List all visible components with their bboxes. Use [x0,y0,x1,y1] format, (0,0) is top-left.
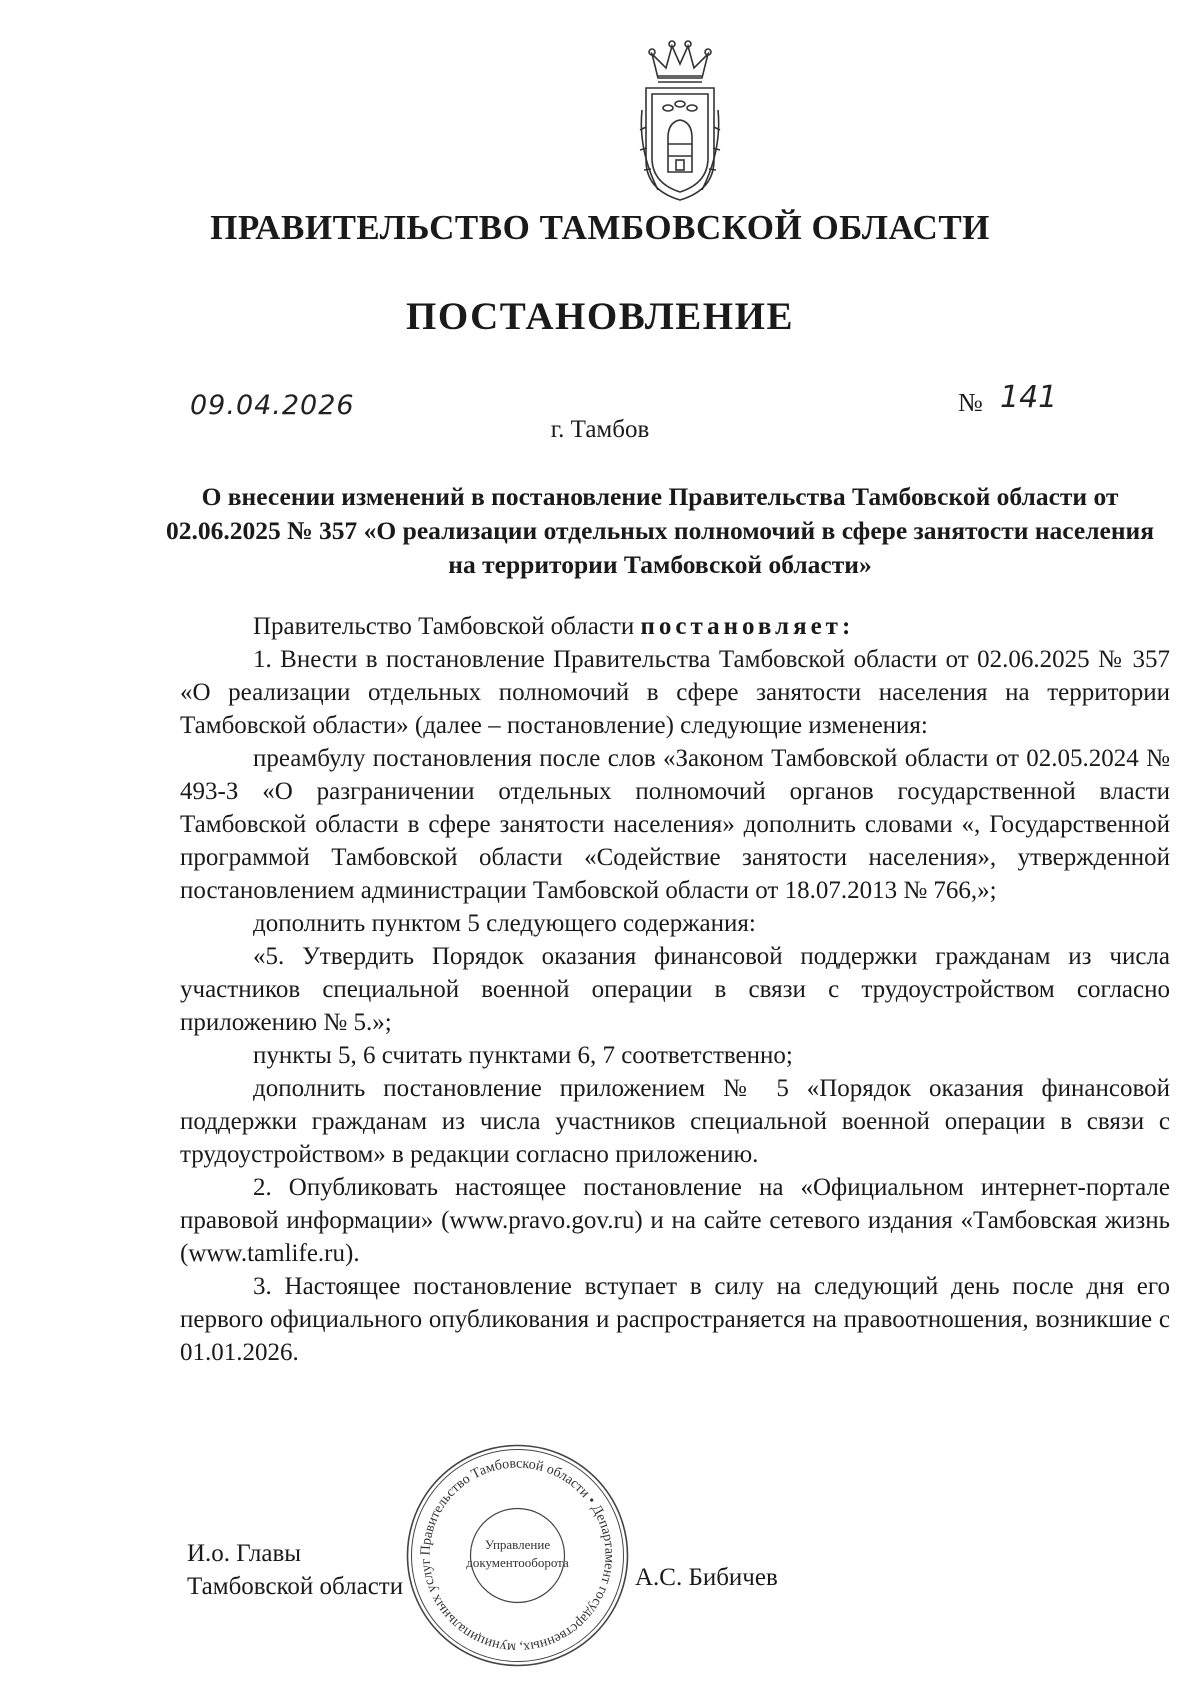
official-stamp [405,1443,630,1668]
document-number: 141 [1000,380,1058,415]
paragraph: дополнить постановление приложением № 5 «Порядок оказания финансовой поддержки гражданам из числа участников специальной военной операции в связи с трудоустройством» в редакции согласно приложению. [180,1075,1170,1168]
paragraph: 2. Опубликовать настоящее постановление на «Официальном интернет-портале правовой информации» (www.pravo.gov.ru) и на сайте сетевого издания «Тамбовская жизнь (www.tamlife.ru). [180,1174,1170,1267]
signer-position-line: Тамбовской области [187,1573,404,1600]
signer-name: А.С. Бибичев [635,1564,778,1591]
document-number-label: № [958,388,983,417]
signer-position-line: И.о. Главы [187,1540,302,1567]
intro-action: постановляет: [640,613,855,640]
coat-of-arms-icon [638,40,722,205]
stamp-center-line: Управление [484,1537,551,1552]
paragraph: 3. Настоящее постановление вступает в силу на следующий день после дня его первого официального опубликования и распространяется на правоотношения, возникшие с 01.01.2026. [180,1273,1170,1366]
document-city: г. Тамбов [550,416,650,443]
organization-title: ПРАВИТЕЛЬСТВО ТАМБОВСКОЙ ОБЛАСТИ [210,208,990,247]
document-date: 09.04.2026 [190,390,355,421]
signer-position [187,1537,403,1603]
intro-paragraph [180,610,1170,643]
stamp-outer-text: Правительство Тамбовской области • Департамент государственных, муниципальных услуг [418,1456,617,1655]
document-type-heading: ПОСТАНОВЛЕНИЕ [405,295,794,338]
document-subject: О внесении изменений в постановление Правительства Тамбовской области от 02.06.2025 № 357 «О реализации отдельных полномочий в сфере занятости населения на территории Тамбовской области» [165,482,1155,579]
paragraph: дополнить пунктом 5 следующего содержания: [253,910,756,937]
intro-text: Правительство Тамбовской области [253,613,641,640]
paragraph: 1. Внести в постановление Правительства Тамбовской области от 02.06.2025 № 357 «О реализации отдельных полномочий в сфере занятости населения на территории Тамбовской области» (далее – постановление) следующие изменения: [180,646,1170,739]
paragraph: пункты 5, 6 считать пунктами 6, 7 соответственно; [253,1042,793,1069]
document-body [180,610,1170,1369]
paragraph: «5. Утвердить Порядок оказания финансовой поддержки гражданам из числа участников специальной военной операции в связи с трудоустройством согласно приложению № 5.»; [180,943,1170,1036]
stamp-center-line: документооборота [466,1555,569,1570]
paragraph: преамбулу постановления после слов «Законом Тамбовской области от 02.05.2024 № 493-З «О разграничении отдельных полномочий органов государственной власти Тамбовской области в сфере занятости населения» дополнить словами «, Государственной программой Тамбовской области «Содействие занятости населения», утвержденной постановлением администрации Тамбовской области от 18.07.2013 № 766,»; [180,745,1170,904]
